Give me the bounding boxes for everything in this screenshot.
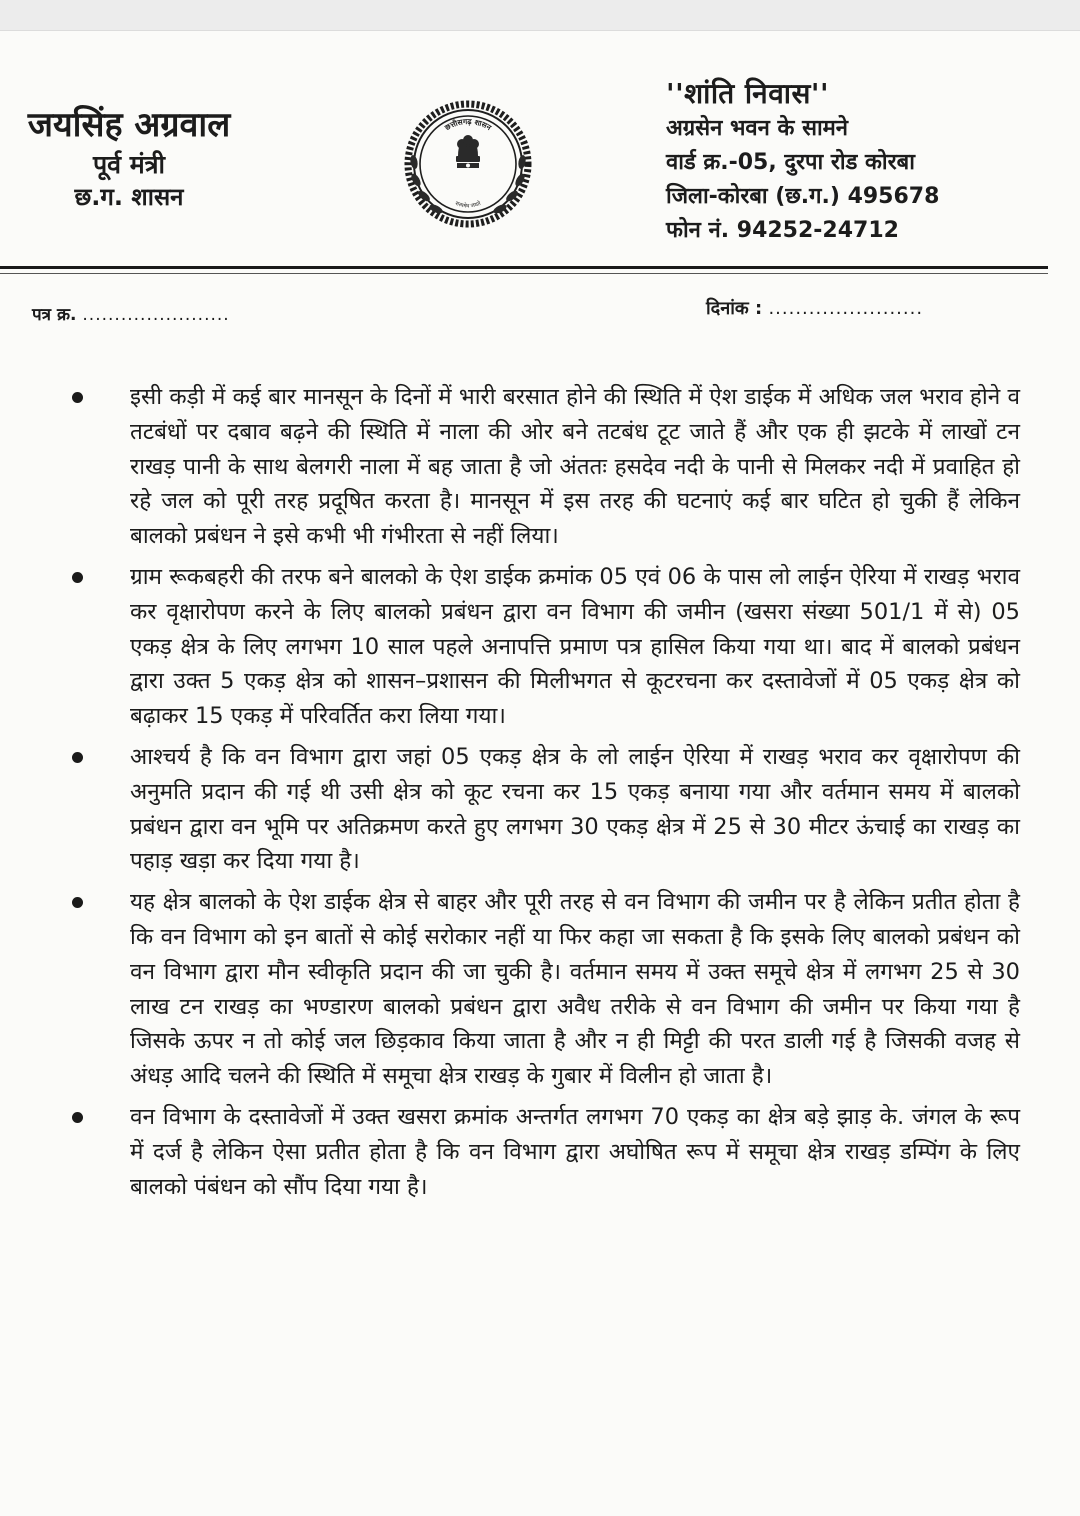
reference-number xyxy=(32,302,230,325)
sender-government: छ.ग. शासन xyxy=(74,182,184,211)
reference-blank: ....................... xyxy=(82,305,230,325)
letter-body xyxy=(60,380,1020,1210)
header-divider-thin xyxy=(0,273,1048,274)
emblem-top-text: छत्तीसगढ़ शासन xyxy=(443,116,493,133)
date-label: दिनांक : xyxy=(706,298,763,319)
sender-block xyxy=(14,104,244,212)
svg-text:सत्यमेव जयते xyxy=(454,200,483,210)
address-line: अग्रसेन भवन के सामने xyxy=(666,116,849,141)
bullet-icon xyxy=(72,1112,83,1123)
date-field xyxy=(706,296,923,320)
bullet-icon xyxy=(72,392,83,403)
address-title: ''शांति निवास'' xyxy=(666,77,830,110)
address-block xyxy=(666,77,1066,254)
list-item xyxy=(60,885,1020,1094)
bullet-icon xyxy=(72,897,83,908)
list-item xyxy=(60,740,1020,879)
sender-role: पूर्व मंत्री xyxy=(92,149,166,179)
state-emblem-icon xyxy=(400,92,535,240)
address-line: जिला-कोरबा (छ.ग.) 495678 xyxy=(666,184,940,209)
paragraph-text: यह क्षेत्र बालको के ऐश डाईक क्षेत्र से बाहर और पूरी तरह से वन विभाग की जमीन पर है लेकिन प्रतीत होता है कि वन विभाग को इन बातों से कोई सरोकार नहीं या फिर कहा जा सकता है कि इसके लिए बालको प्रबंधन को वन विभाग द्वारा मौन स्वीकृति प्रदान की जा चुकी है। वर्तमान समय में उक्त समूचे क्षेत्र में लगभग 25 से 30 लाख टन राखड़ का भण्डारण बालको प्रबंधन द्वारा अवैध तरीके से वन विभाग की जमीन पर किया गया है जिसके ऊपर न तो कोई जल छिड़काव किया जाता है और न ही मिट्टी की परत डाली गई है जिसकी वजह से अंधड़ आदि चलने की स्थिति में समूचा क्षेत्र राखड़ के गुबार में विलीन हो जाता है। xyxy=(130,889,1020,1090)
paragraph-text: इसी कड़ी में कई बार मानसून के दिनों में भारी बरसात होने की स्थिति में ऐश डाईक में अधिक जल भराव होने व तटबंधों पर दबाव बढ़ने की स्थिति में नाला की ओर बने तटबंध टूट जाते हैं और एक ही झटके में लाखों टन राखड़ पानी के साथ बेलगरी नाला में बह जाता है जो अंततः हसदेव नदी के पानी से मिलकर नदी में प्रवाहित हो रहे जल को पूरी तरह प्रदूषित करता है। मानसून में इस तरह की घटनाएं कई बार घटित हो चुकी हैं लेकिन बालको प्रबंधन ने इसे कभी भी गंभीरता से नहीं लिया। xyxy=(130,384,1020,550)
sender-name: जयसिंह अग्रवाल xyxy=(27,105,231,145)
bullet-icon xyxy=(72,572,83,583)
bullet-icon xyxy=(72,752,83,763)
list-item xyxy=(60,380,1020,554)
list-item xyxy=(60,1100,1020,1204)
date-blank: ....................... xyxy=(768,298,924,319)
header-divider xyxy=(0,266,1048,269)
paragraph-text: आश्चर्य है कि वन विभाग द्वारा जहां 05 एकड़ क्षेत्र के लो लाईन ऐरिया में राखड़ भराव कर वृक्षारोपण की अनुमति प्रदान की गई थी उसी क्षेत्र को कूट रचना कर 15 एकड़ बनाया गया और वर्तमान समय में बालको प्रबंधन द्वारा वन भूमि पर अतिक्रमण करते हुए लगभग 30 एकड़ क्षेत्र में 25 से 30 मीटर ऊंचाई का राखड़ का पहाड़ खड़ा कर दिया गया है। xyxy=(130,743,1020,875)
list-item xyxy=(60,560,1020,734)
top-strip xyxy=(0,0,1080,31)
paragraph-text: ग्राम रूकबहरी की तरफ बने बालको के ऐश डाईक क्रमांक 05 एवं 06 के पास लो लाईन ऐरिया में राखड़ भराव कर वृक्षारोपण करने के लिए बालको प्रबंधन द्वारा वन विभाग की जमीन (खसरा संख्या 501/1 में से) 05 एकड़ क्षेत्र के लिए लगभग 10 साल पहले अनापत्ति प्रमाण पत्र हासिल किया गया था। बाद में बालको प्रबंधन द्वारा उक्त 5 एकड़ क्षेत्र को शासन–प्रशासन की मिलीभगत से कूटरचना कर दस्तावेजों में 05 एकड़ क्षेत्र को बढ़ाकर 15 एकड़ में परिवर्तित करा लिया गया। xyxy=(130,563,1020,730)
reference-label: पत्र क्र. xyxy=(32,305,77,325)
address-phone: फोन नं. 94252-24712 xyxy=(666,218,899,243)
paragraph-text: वन विभाग के दस्तावेजों में उक्त खसरा क्रमांक अन्तर्गत लगभग 70 एकड़ का क्षेत्र बड़े झाड़ के. जंगल के रूप में दर्ज है लेकिन ऐसा प्रतीत होता है कि वन विभाग द्वारा अघोषित रूप में समूचा क्षेत्र राखड़ डम्पिंग के लिए बालको पंबंधन को सौंप दिया गया है। xyxy=(130,1103,1020,1200)
address-line: वार्ड क्र.-05, दुरपा रोड कोरबा xyxy=(666,150,915,175)
state-emblem xyxy=(400,92,535,240)
emblem-bottom-text: सत्यमेव जयते xyxy=(454,200,482,210)
